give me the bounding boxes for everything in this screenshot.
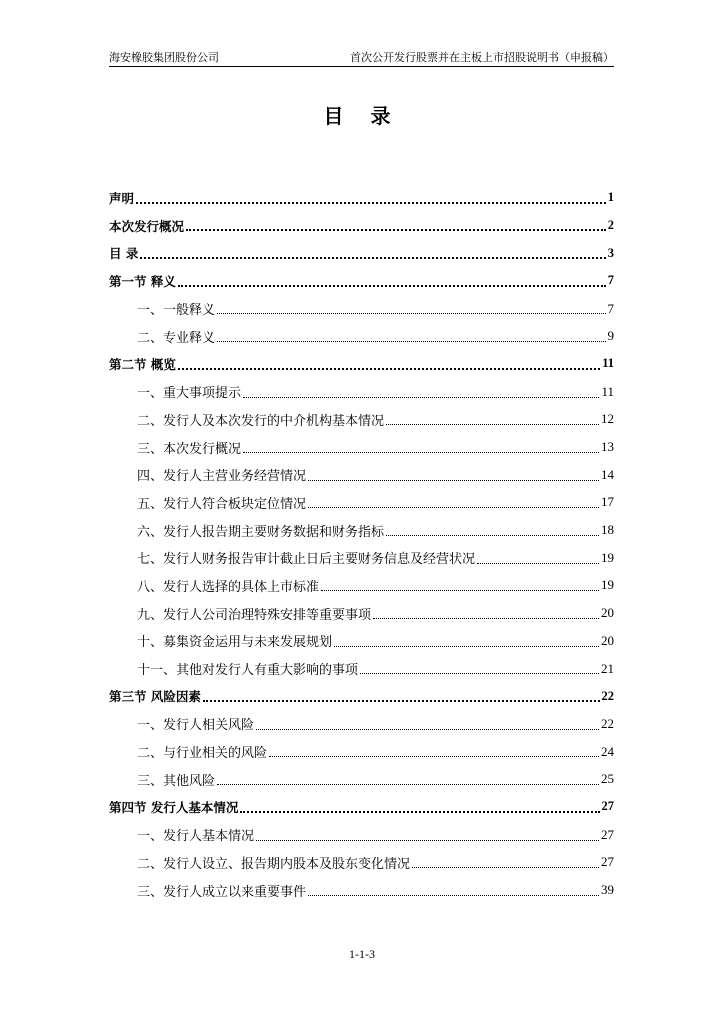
- toc-entry-page: 22: [601, 715, 614, 731]
- toc-dot-leader: [256, 728, 599, 730]
- table-of-contents: [109, 184, 614, 904]
- toc-entry-page: 20: [601, 632, 614, 648]
- toc-entry-page: 19: [601, 549, 614, 565]
- toc-section-entry[interactable]: [109, 516, 614, 544]
- toc-entry-label: 第三节 风险因素: [109, 689, 201, 705]
- toc-entry-label: 二、发行人及本次发行的中介机构基本情况: [137, 413, 385, 429]
- toc-dot-leader: [217, 312, 605, 314]
- toc-entry-page: 11: [601, 383, 614, 399]
- toc-dot-leader: [321, 589, 599, 591]
- toc-entry-label: 五、发行人符合板块定位情况: [137, 496, 307, 512]
- toc-section-entry[interactable]: [109, 765, 614, 793]
- toc-dot-leader: [243, 396, 599, 398]
- toc-section-entry[interactable]: [109, 849, 614, 877]
- toc-entry-label: 一、一般释义: [137, 303, 216, 319]
- toc-dot-leader: [217, 340, 605, 342]
- toc-entry-page: 1: [607, 190, 614, 205]
- toc-entry-label: 第二节 概览: [109, 356, 176, 372]
- toc-entry-page: 7: [607, 273, 614, 288]
- toc-entry-page: 27: [601, 854, 614, 870]
- page-number: 1-1-3: [349, 947, 375, 961]
- toc-dot-leader: [412, 866, 599, 868]
- toc-section-entry[interactable]: [109, 489, 614, 517]
- toc-chapter-entry[interactable]: [109, 682, 614, 710]
- toc-dot-leader: [334, 645, 599, 647]
- toc-dot-leader: [136, 201, 606, 204]
- toc-section-entry[interactable]: [109, 655, 614, 683]
- toc-entry-page: 7: [607, 300, 614, 316]
- toc-dot-leader: [269, 755, 599, 757]
- toc-section-entry[interactable]: [109, 433, 614, 461]
- toc-section-entry[interactable]: [109, 572, 614, 600]
- toc-section-entry[interactable]: [109, 876, 614, 904]
- toc-entry-label: 四、发行人主营业务经营情况: [137, 469, 307, 485]
- toc-dot-leader: [240, 810, 599, 813]
- toc-entry-label: 二、与行业相关的风险: [137, 746, 268, 762]
- toc-section-entry[interactable]: [109, 627, 614, 655]
- toc-entry-page: 18: [601, 522, 614, 538]
- toc-entry-page: 25: [601, 771, 614, 787]
- toc-section-entry[interactable]: [109, 599, 614, 627]
- toc-dot-leader: [217, 783, 599, 785]
- toc-section-entry[interactable]: [109, 295, 614, 323]
- toc-entry-label: 三、其他风险: [137, 773, 216, 789]
- toc-section-entry[interactable]: [109, 461, 614, 489]
- toc-entry-page: 22: [601, 688, 614, 703]
- toc-dot-leader: [308, 894, 599, 896]
- toc-dot-leader: [308, 506, 599, 508]
- toc-entry-page: 19: [601, 577, 614, 593]
- toc-entry-page: 9: [607, 328, 614, 344]
- toc-dot-leader: [203, 699, 600, 702]
- toc-dot-leader: [178, 284, 606, 287]
- toc-entry-page: 27: [601, 799, 614, 814]
- toc-entry-page: 20: [601, 605, 614, 621]
- toc-dot-leader: [186, 228, 606, 231]
- toc-entry-label: 一、重大事项提示: [137, 386, 242, 402]
- toc-entry-page: 17: [601, 494, 614, 510]
- toc-entry-label: 第四节 发行人基本情况: [109, 799, 239, 815]
- toc-section-entry[interactable]: [109, 738, 614, 766]
- toc-chapter-entry[interactable]: [109, 793, 614, 821]
- toc-dot-leader: [477, 562, 599, 564]
- toc-entry-page: 39: [601, 882, 614, 898]
- toc-entry-page: 24: [601, 743, 614, 759]
- toc-chapter-entry[interactable]: [109, 184, 614, 212]
- toc-entry-label: 声明: [109, 190, 135, 206]
- toc-entry-label: 六、发行人报告期主要财务数据和财务指标: [137, 524, 385, 540]
- toc-entry-label: 十一、其他对发行人有重大影响的事项: [137, 663, 359, 679]
- toc-entry-label: 第一节 释义: [109, 273, 176, 289]
- toc-entry-label: 七、发行人财务报告审计截止日后主要财务信息及经营状况: [137, 552, 476, 568]
- toc-entry-page: 21: [601, 660, 614, 676]
- toc-section-entry[interactable]: [109, 378, 614, 406]
- toc-dot-leader: [256, 839, 599, 841]
- toc-entry-label: 一、发行人相关风险: [137, 718, 255, 734]
- toc-dot-leader: [386, 534, 599, 536]
- toc-entry-label: 目 录: [109, 246, 139, 262]
- toc-entry-page: 2: [607, 218, 614, 233]
- header-document-title: 首次公开发行股票并在主板上市招股说明书（申报稿）: [350, 51, 614, 64]
- toc-dot-leader: [243, 451, 599, 453]
- toc-entry-page: 13: [601, 439, 614, 455]
- toc-chapter-entry[interactable]: [109, 239, 614, 267]
- toc-entry-page: 3: [607, 245, 614, 260]
- toc-entry-label: 九、发行人公司治理特殊安排等重要事项: [137, 607, 372, 623]
- toc-dot-leader: [386, 423, 599, 425]
- toc-chapter-entry[interactable]: [109, 212, 614, 240]
- page-header: [109, 44, 614, 67]
- toc-section-entry[interactable]: [109, 322, 614, 350]
- toc-chapter-entry[interactable]: [109, 267, 614, 295]
- toc-entry-label: 二、专业释义: [137, 330, 216, 346]
- toc-dot-leader: [373, 617, 599, 619]
- toc-entry-label: 三、本次发行概况: [137, 441, 242, 457]
- toc-dot-leader: [308, 479, 599, 481]
- page-title: 目 录: [323, 104, 401, 128]
- toc-entry-page: 14: [601, 466, 614, 482]
- toc-section-entry[interactable]: [109, 821, 614, 849]
- toc-section-entry[interactable]: [109, 406, 614, 434]
- toc-dot-leader: [140, 256, 605, 259]
- toc-entry-label: 一、发行人基本情况: [137, 829, 255, 845]
- toc-chapter-entry[interactable]: [109, 350, 614, 378]
- toc-entry-label: 二、发行人设立、报告期内股本及股东变化情况: [137, 856, 411, 872]
- toc-dot-leader: [178, 367, 600, 370]
- toc-entry-label: 八、发行人选择的具体上市标准: [137, 579, 320, 595]
- toc-entry-label: 十、募集资金运用与未来发展规划: [137, 635, 333, 651]
- toc-entry-page: 12: [601, 411, 614, 427]
- toc-entry-label: 三、发行人成立以来重要事件: [137, 884, 307, 900]
- toc-entry-page: 11: [602, 356, 614, 371]
- toc-entry-label: 本次发行概况: [109, 218, 185, 234]
- header-company-name: 海安橡胶集团股份公司: [109, 51, 219, 64]
- toc-dot-leader: [360, 672, 599, 674]
- toc-entry-page: 27: [601, 826, 614, 842]
- toc-section-entry[interactable]: [109, 710, 614, 738]
- toc-section-entry[interactable]: [109, 544, 614, 572]
